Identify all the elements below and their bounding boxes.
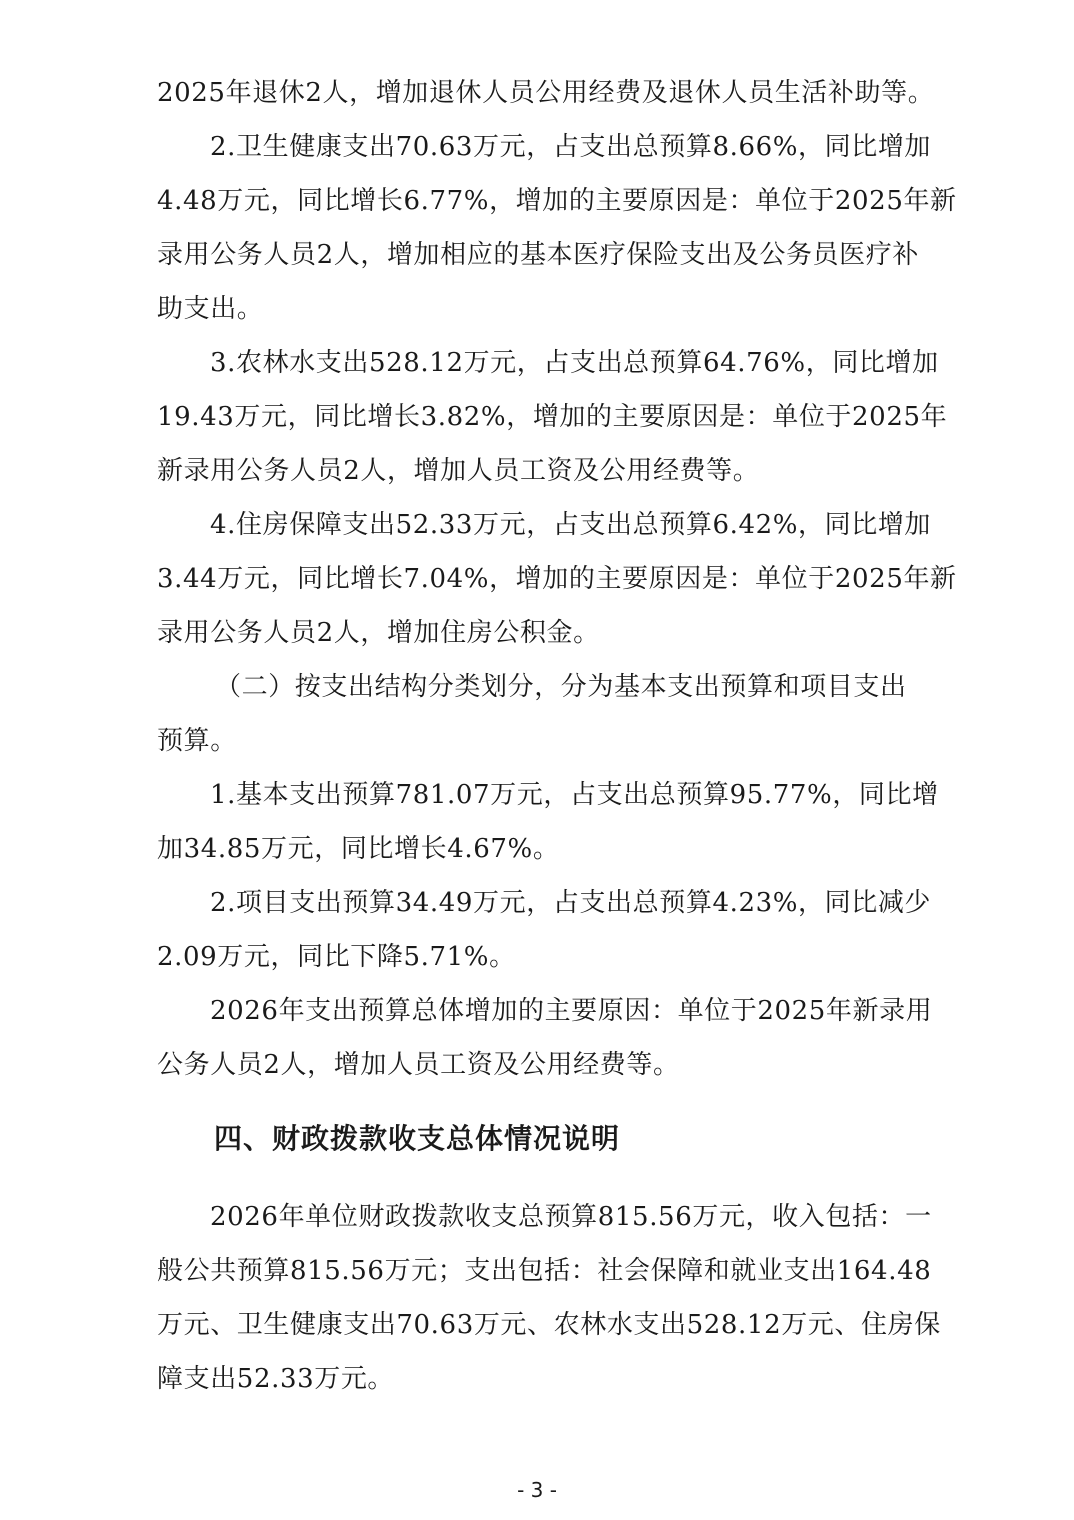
text-line: 3.农林水支出528.12万元，占支出总预算64.76%，同比增加 (210, 348, 939, 378)
text-line: 助支出。 (157, 294, 264, 324)
text-line: 1.基本支出预算781.07万元，占支出总预算95.77%，同比增 (210, 780, 939, 810)
text-line: （二）按支出结构分类划分，分为基本支出预算和项目支出 (215, 672, 907, 702)
text-line: 录用公务人员2人，增加相应的基本医疗保险支出及公务员医疗补 (157, 240, 919, 270)
page-number: - 3 - (517, 1478, 557, 1502)
text-line: 2026年单位财政拨款收支总预算815.56万元，收入包括：一 (210, 1202, 932, 1232)
text-line: 加34.85万元，同比增长4.67%。 (157, 834, 560, 864)
text-line: 2.卫生健康支出70.63万元，占支出总预算8.66%，同比增加 (210, 132, 932, 162)
section-heading: 四、财政拨款收支总体情况说明 (214, 1122, 621, 1155)
text-line: 4.48万元，同比增长6.77%，增加的主要原因是：单位于2025年新 (157, 186, 957, 216)
text-line: 公务人员2人，增加人员工资及公用经费等。 (157, 1050, 680, 1080)
text-line: 障支出52.33万元。 (157, 1364, 395, 1394)
text-line: 2026年支出预算总体增加的主要原因：单位于2025年新录用 (210, 996, 933, 1026)
text-line: 4.住房保障支出52.33万元，占支出总预算6.42%，同比增加 (210, 510, 932, 540)
text-line: 2.项目支出预算34.49万元，占支出总预算4.23%，同比减少 (210, 888, 932, 918)
text-line: 般公共预算815.56万元；支出包括：社会保障和就业支出164.48 (157, 1256, 932, 1286)
text-line: 录用公务人员2人，增加住房公积金。 (157, 618, 600, 648)
text-line: 预算。 (157, 726, 237, 756)
text-line: 新录用公务人员2人，增加人员工资及公用经费等。 (157, 456, 760, 486)
text-line: 3.44万元，同比增长7.04%，增加的主要原因是：单位于2025年新 (157, 564, 957, 594)
text-line: 万元、卫生健康支出70.63万元、农林水支出528.12万元、住房保 (157, 1310, 941, 1340)
text-line: 2.09万元，同比下降5.71%。 (157, 942, 516, 972)
text-line: 2025年退休2人，增加退休人员公用经费及退休人员生活补助等。 (157, 78, 935, 108)
text-line: 19.43万元，同比增长3.82%，增加的主要原因是：单位于2025年 (157, 402, 948, 432)
